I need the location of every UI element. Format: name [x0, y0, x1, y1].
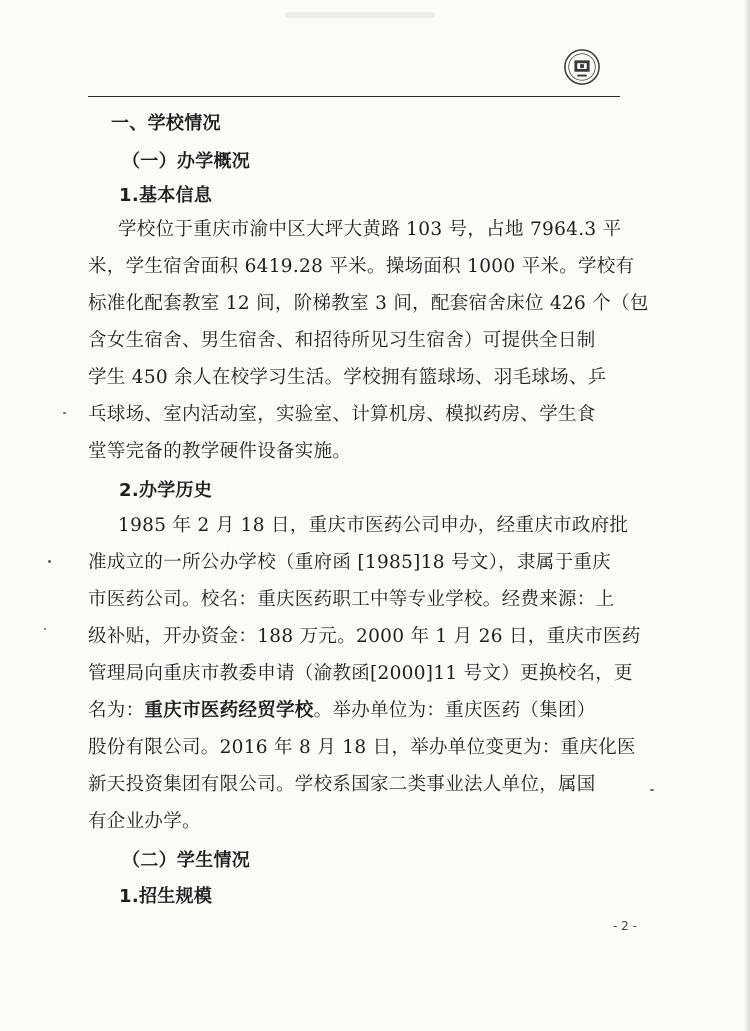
paragraph-line: 学生 450 余人在校学习生活。学校拥有篮球场、羽毛球场、乒	[88, 367, 607, 388]
page-number: - 2 -	[613, 919, 637, 933]
paragraph-line: 准成立的一所公办学校（重府函 [1985]18 号文），隶属于重庆	[88, 552, 611, 573]
scan-smudge	[285, 12, 435, 18]
paragraph-line-school-name	[88, 699, 596, 723]
paragraph-line: 1985 年 2 月 18 日，重庆市医药公司申办，经重庆市政府批	[118, 515, 629, 536]
paragraph-line: 乓球场、室内活动室，实验室、计算机房、模拟药房、学生食	[88, 404, 596, 425]
paragraph-line: 标准化配套教室 12 间，阶梯教室 3 间，配套宿舍床位 426 个（包	[88, 293, 649, 314]
item-heading-history: 2.办学历史	[119, 480, 213, 501]
scan-speck	[44, 628, 46, 630]
scan-edge	[744, 0, 750, 1031]
paragraph-line: 学校位于重庆市渝中区大坪大黄路 103 号，占地 7964.3 平	[118, 219, 622, 240]
item-heading-enrollment: 1.招生规模	[119, 886, 213, 907]
item-heading-basic-info: 1.基本信息	[119, 185, 213, 206]
paragraph-line: 新天投资集团有限公司。学校系国家二类事业法人单位，属国	[88, 774, 596, 795]
paragraph-line: 市医药公司。校名：重庆医药职工中等专业学校。经费来源：上	[88, 589, 615, 610]
text-prefix: 名为：	[88, 700, 145, 721]
paragraph-line: 级补贴，开办资金：188 万元。2000 年 1 月 26 日，重庆市医药	[88, 626, 641, 647]
subsection-heading-overview: （一）办学概况	[122, 151, 251, 172]
paragraph-line: 堂等完备的教学硬件设备实施。	[88, 441, 352, 462]
scan-speck	[63, 412, 66, 414]
header-rule	[88, 96, 620, 97]
text-suffix: 。举办单位为：重庆医药（集团）	[313, 700, 596, 721]
scan-speck	[48, 560, 51, 563]
school-name-bold: 重庆市医药经贸学校	[144, 700, 314, 721]
paragraph-line: 有企业办学。	[88, 811, 201, 832]
paragraph-line: 米，学生宿舍面积 6419.28 平米。操场面积 1000 平米。学校有	[88, 256, 635, 277]
paragraph-line: 股份有限公司。2016 年 8 月 18 日，举办单位变更为：重庆化医	[88, 737, 636, 758]
scan-speck	[650, 789, 654, 791]
paragraph-line: 含女生宿舍、男生宿舍、和招待所见习生宿舍）可提供全日制	[88, 330, 596, 351]
subsection-heading-students: （二）学生情况	[122, 850, 251, 871]
paragraph-line: 管理局向重庆市教委申请（渝教函[2000]11 号文）更换校名，更	[88, 663, 633, 684]
section-heading-school: 一、学校情况	[111, 113, 221, 134]
school-emblem-icon	[563, 48, 601, 86]
